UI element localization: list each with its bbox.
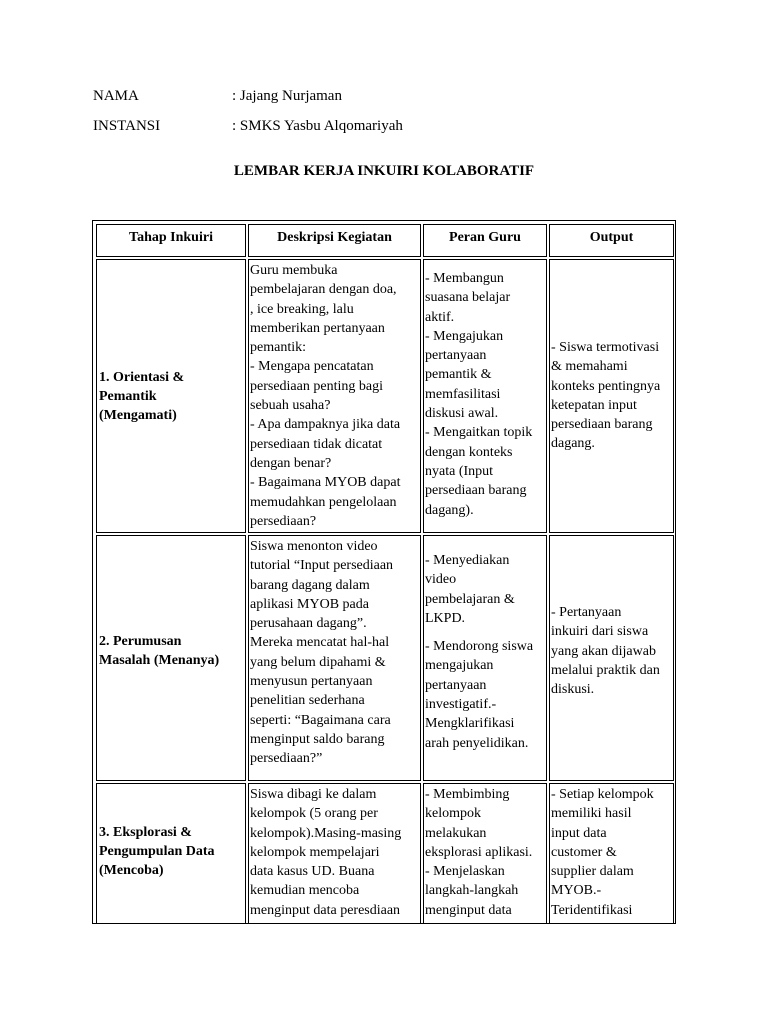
row1-deskripsi-line: persediaan? [250, 513, 317, 529]
row3-peran-cell [423, 783, 547, 924]
column-header-deskripsi: Deskripsi Kegiatan [277, 230, 392, 245]
row2-stage-line: Masalah (Menanya) [99, 653, 220, 668]
row1-deskripsi-line: dengan benar? [250, 455, 332, 471]
row2-peran-line: video [425, 572, 457, 588]
row1-deskripsi-line: , ice breaking, lalu [250, 301, 354, 317]
instansi-label: INSTANSI [93, 118, 161, 134]
row3-stage [99, 823, 243, 880]
row1-deskripsi-line: persediaan penting bagi [250, 378, 383, 394]
row1-peran-line: - Membangun [425, 271, 504, 286]
row3-stage-line: (Mencoba) [99, 863, 164, 878]
row3-output-cell [549, 783, 674, 924]
row3-output-line: Teridentifikasi [551, 902, 633, 918]
row1-deskripsi-line: sebuah usaha? [250, 398, 331, 414]
row3-output-line: customer & [551, 844, 617, 860]
row1-deskripsi-line: Guru membuka [250, 263, 338, 278]
row3-deskripsi-line: kelompok mempelajari [250, 844, 380, 860]
row1-deskripsi-line: - Bagaimana MYOB dapat [250, 475, 401, 491]
row2-peran-cell [423, 535, 547, 781]
row1-peran-line: pemantik & [425, 367, 492, 383]
row1-deskripsi-line: pemantik: [250, 340, 306, 356]
row3-stage-line: 3. Eksplorasi & [99, 825, 192, 840]
row2-peran-line: investigatif.- [425, 697, 497, 713]
inquiry-table [92, 220, 676, 924]
header-cell-peran [423, 224, 547, 257]
row1-output-line: konteks pentingnya [551, 378, 661, 394]
row1-peran-line: suasana belajar [425, 290, 511, 306]
header-cell-output [549, 224, 674, 257]
row1-peran-line: persediaan barang [425, 483, 527, 499]
row2-deskripsi-line: aplikasi MYOB pada [250, 596, 369, 612]
row1-peran-line: pertanyaan [425, 348, 487, 364]
row2-peran-line: mengajukan [425, 658, 494, 674]
row2-peran-line: LKPD. [425, 610, 466, 626]
row3-peran [425, 785, 545, 920]
row3-peran-line: melakukan [425, 825, 487, 841]
row1-output [551, 338, 672, 454]
row3-output-line: input data [551, 825, 607, 841]
row2-deskripsi-line: penelitian sederhana [250, 693, 365, 709]
row1-peran [425, 269, 545, 520]
row3-peran-line: eksplorasi aplikasi. [425, 844, 533, 860]
row3-deskripsi-line: kelompok).Masing-masing [250, 825, 402, 841]
header-cell-tahap [96, 224, 246, 257]
row1-deskripsi-line: pembelajaran dengan doa, [250, 282, 397, 298]
column-header-output: Output [589, 230, 634, 245]
row2-peran-line: - Mendorong siswa [425, 639, 534, 655]
row3-stage-line: Pengumpulan Data [99, 844, 215, 859]
instansi-value: : SMKS Yasbu Alqomariyah [232, 118, 403, 134]
row3-output-line: memiliki hasil [551, 806, 632, 822]
row2-deskripsi-line: barang dagang dalam [250, 577, 370, 593]
row3-peran-line: menginput data [425, 902, 512, 918]
nama-value: : Jajang Nurjaman [232, 88, 342, 104]
row1-stage-line: (Mengamati) [99, 408, 177, 423]
row2-peran [425, 551, 545, 753]
row1-peran-line: dagang). [425, 502, 474, 518]
row1-stage [99, 368, 243, 425]
row3-deskripsi-line: kemudian mencoba [250, 883, 360, 899]
row1-output-cell [549, 259, 674, 533]
row3-output-line: supplier dalam [551, 864, 634, 880]
row3-peran-line: - Menjelaskan [425, 864, 505, 880]
paragraph-gap [425, 628, 545, 637]
column-header-tahap: Tahap Inkuiri [129, 230, 213, 245]
row2-stage-cell [96, 535, 246, 781]
row1-deskripsi-cell [248, 259, 421, 533]
document-title: LEMBAR KERJA INKUIRI KOLABORATIF [233, 163, 535, 179]
header-cell-deskripsi [248, 224, 421, 257]
row3-deskripsi-line: Siswa dibagi ke dalam [250, 787, 377, 802]
row2-peran-line: - Menyediakan [425, 553, 510, 568]
row2-deskripsi-cell [248, 535, 421, 781]
row3-output [551, 785, 672, 920]
nama-label: NAMA [93, 88, 139, 104]
row2-output-cell [549, 535, 674, 781]
row2-deskripsi-line: perusahaan dagang”. [250, 616, 367, 632]
row1-peran-line: nyata (Input [425, 463, 494, 479]
row1-deskripsi-line: - Apa dampaknya jika data [250, 417, 401, 433]
row3-output-line: - Setiap kelompok [551, 787, 654, 802]
row2-output-line: diskusi. [551, 682, 595, 698]
row1-peran-line: - Mengaitkan topik [425, 425, 533, 441]
row2-deskripsi-line: Mereka mencatat hal-hal [250, 635, 390, 651]
row2-deskripsi-line: persediaan?” [250, 751, 323, 767]
row1-output-line: - Siswa termotivasi [551, 340, 660, 355]
row2-output-line: - Pertanyaan [551, 605, 622, 620]
column-header-peran: Peran Guru [449, 230, 521, 245]
row1-deskripsi-line: - Mengapa pencatatan [250, 359, 374, 375]
row1-output-line: ketepatan input [551, 397, 637, 413]
row2-peran-line: pertanyaan [425, 677, 487, 693]
row1-peran-line: dengan konteks [425, 444, 513, 460]
row3-deskripsi-line: kelompok (5 orang per [250, 806, 378, 822]
row2-deskripsi-line: menginput saldo barang [250, 731, 385, 747]
row1-deskripsi [250, 261, 419, 531]
row1-peran-cell [423, 259, 547, 533]
row1-output-line: persediaan barang [551, 417, 653, 433]
row2-deskripsi-line: yang belum dipahami & [250, 654, 386, 670]
row2-output [551, 603, 672, 699]
row2-deskripsi-line: menyusun pertanyaan [250, 674, 373, 690]
row1-deskripsi-line: memudahkan pengelolaan [250, 494, 397, 510]
row3-peran-line: langkah-langkah [425, 883, 519, 899]
row2-stage [99, 632, 243, 670]
row2-deskripsi-line: Siswa menonton video [250, 539, 378, 554]
row3-stage-cell [96, 783, 246, 924]
row1-peran-line: memfasilitasi [425, 386, 501, 402]
row2-peran-line: pembelajaran & [425, 591, 515, 607]
row2-stage-line: 2. Perumusan [99, 634, 182, 649]
row1-peran-line: aktif. [425, 309, 455, 325]
row3-peran-line: kelompok [425, 806, 481, 822]
row2-deskripsi [250, 537, 419, 769]
row2-deskripsi-line: tutorial “Input persediaan [250, 558, 394, 574]
row3-deskripsi-cell [248, 783, 421, 924]
row2-peran-line: Mengklarifikasi [425, 716, 515, 732]
row1-stage-cell [96, 259, 246, 533]
row1-deskripsi-line: memberikan pertanyaan [250, 320, 385, 336]
row1-output-line: dagang. [551, 436, 595, 452]
row2-deskripsi-line: seperti: “Bagaimana cara [250, 712, 391, 728]
row2-output-line: yang akan dijawab [551, 643, 656, 659]
row3-peran-line: - Membimbing [425, 787, 510, 802]
row2-output-line: inkuiri dari siswa [551, 624, 649, 640]
row3-output-line: MYOB.- [551, 883, 602, 899]
row3-deskripsi [250, 785, 419, 920]
row3-deskripsi-line: data kasus UD. Buana [250, 864, 375, 880]
row3-deskripsi-line: menginput data peresdiaan [250, 902, 401, 918]
row2-peran-line: arah penyelidikan. [425, 735, 529, 751]
row1-stage-line: Pemantik [99, 389, 157, 404]
row1-peran-line: diskusi awal. [425, 406, 499, 422]
row1-peran-line: - Mengajukan [425, 328, 504, 344]
row1-deskripsi-line: persediaan tidak dicatat [250, 436, 383, 452]
row2-output-line: melalui praktik dan [551, 662, 660, 678]
row1-stage-line: 1. Orientasi & [99, 370, 185, 385]
row1-output-line: & memahami [551, 359, 628, 375]
